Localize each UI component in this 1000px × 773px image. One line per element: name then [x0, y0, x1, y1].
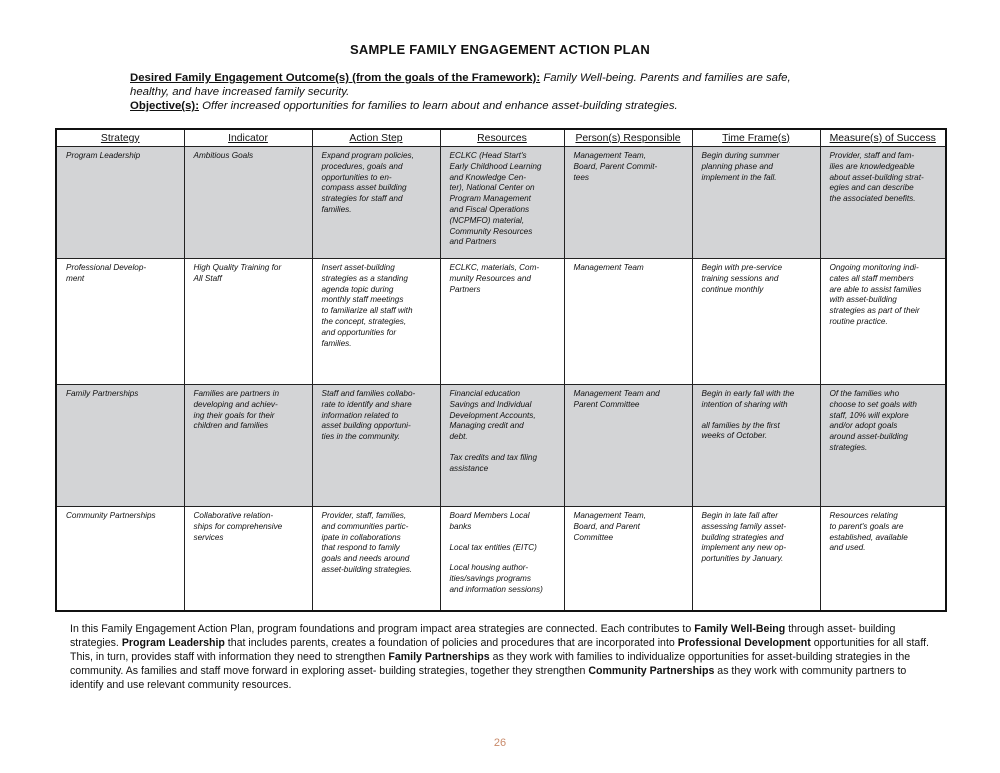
- cell-text-line: ilies are knowledgeable: [829, 161, 915, 171]
- table-cell: [184, 507, 312, 612]
- outcome-line-2: [130, 85, 890, 99]
- table-cell: [56, 259, 184, 385]
- table-cell: [56, 385, 184, 507]
- cell-text-line: training sessions and: [701, 273, 779, 283]
- cell-text-line: Families are partners in: [193, 389, 280, 398]
- cell-text-line: Begin during summer: [701, 151, 780, 160]
- cell-text-line: with asset-building: [829, 295, 897, 305]
- outcome-label: Desired Family Engagement Outcome(s) (from the goals of the Framework):: [130, 72, 541, 84]
- cell-text-line: Provider, staff and fam-: [829, 151, 915, 160]
- cell-text-line: Expand program policies,: [321, 151, 414, 160]
- page-number: 26: [493, 737, 507, 749]
- cell-text-line: monthly staff meetings: [321, 295, 404, 305]
- cell-text-line: ipate in collaborations: [321, 532, 401, 542]
- outcome-value-cont: healthy, and have increased family security.: [130, 86, 350, 98]
- table-cell: [564, 147, 692, 259]
- table-cell: [692, 147, 820, 259]
- cell-text-line: Committee: [573, 532, 614, 542]
- plan-intro: [130, 71, 890, 113]
- table-cell: [564, 507, 692, 612]
- cell-text-line: established, available: [829, 532, 908, 542]
- cell-text-line: opportunities to en-: [321, 172, 392, 182]
- cell-text-line: developing and achiev-: [193, 399, 278, 409]
- header-action-step: Action Step: [312, 129, 440, 147]
- cell-text-line: assessing family asset-: [701, 521, 787, 531]
- cell-text-line: High Quality Training for: [193, 263, 282, 272]
- header-indicator: Indicator: [184, 129, 312, 147]
- cell-text-line: Management Team: [573, 263, 644, 272]
- cell-text-line: and information sessions): [449, 584, 543, 594]
- cell-text-line: about asset-building strat-: [829, 172, 924, 182]
- cell-text-line: ing their goals for their: [193, 410, 275, 420]
- cell-text-line: Begin in late fall after: [701, 511, 778, 520]
- cell-text-line: Insert asset-building: [321, 263, 395, 272]
- cell-text-line: and opportunities for: [321, 327, 397, 337]
- header-measures-of-success: Measure(s) of Success: [820, 129, 946, 147]
- summary-text: through asset- building strategies.: [70, 623, 896, 649]
- header-time-frames: Time Frame(s): [692, 129, 820, 147]
- cell-text-line: rate to identify and share: [321, 399, 412, 409]
- summary-text: as they work with community partners to identify and use relevant community resources.: [70, 665, 907, 691]
- cell-text-line: Resources relating: [829, 511, 898, 520]
- cell-text-line: Managing credit and: [449, 421, 524, 431]
- cell-text-line: Board Members Local: [449, 511, 530, 520]
- table-cell: [820, 385, 946, 507]
- table-row: [56, 507, 946, 612]
- cell-text-line: weeks of October.: [701, 431, 768, 441]
- table-cell: [820, 259, 946, 385]
- table-row: [56, 259, 946, 385]
- cell-text-line: implement any new op-: [701, 543, 787, 553]
- cell-text-line: Collaborative relation-: [193, 511, 274, 520]
- header-persons-responsible: Person(s) Responsible: [564, 129, 692, 147]
- table-cell: [56, 147, 184, 259]
- summary-bold-term: Community Partnerships: [588, 665, 715, 677]
- cell-text-line: and Partners: [449, 237, 497, 247]
- summary-bold-term: Family Well-Being: [694, 623, 786, 635]
- cell-text-line: munity Resources and: [449, 273, 531, 283]
- table-cell: [312, 385, 440, 507]
- cell-text-line: Provider, staff, families,: [321, 511, 407, 520]
- cell-text-line: Local tax entities (EITC): [449, 542, 537, 552]
- cell-text-line: planning phase and: [701, 161, 773, 171]
- objective-label: Objective(s):: [130, 100, 199, 112]
- cell-text-line: Community Partnerships: [66, 511, 156, 520]
- table-cell: [564, 259, 692, 385]
- cell-text-line: building strategies and: [701, 532, 784, 542]
- summary-text: In this Family Engagement Action Plan, program foundations and program impact area strategies are connected. Each contributes to: [70, 623, 695, 635]
- table-cell: [440, 507, 564, 612]
- table-cell: [184, 147, 312, 259]
- cell-text-line: Management Team and: [573, 389, 660, 398]
- summary-text: opportunities for all staff. This, in turn, provides staff with information they need to strengthen: [70, 637, 929, 663]
- cell-text-line: Early Childhood Learning: [449, 161, 542, 171]
- cell-text-line: agenda topic during: [321, 284, 394, 294]
- cell-text-line: ities/savings programs: [449, 574, 531, 584]
- cell-text-line: ties in the community.: [321, 432, 401, 442]
- cell-text-line: ECLKC, materials, Com-: [449, 263, 540, 272]
- cell-text-line: Program Management: [449, 194, 531, 204]
- objective-line: [130, 99, 890, 113]
- cell-text-line: strategies as a standing: [321, 273, 408, 283]
- cell-text-line: all families by the first: [701, 420, 780, 430]
- cell-text-line: Begin in early fall with the: [701, 389, 795, 398]
- cell-text-line: strategies.: [829, 442, 868, 452]
- cell-text-line: Parent Committee: [573, 399, 640, 409]
- table-cell: [312, 147, 440, 259]
- cell-text-line: children and families: [193, 421, 269, 431]
- table-cell: [56, 507, 184, 612]
- table-cell: [820, 147, 946, 259]
- summary-bold-term: Program Leadership: [121, 637, 225, 649]
- table-cell: [564, 385, 692, 507]
- cell-text-line: staff, 10% will explore: [829, 410, 909, 420]
- summary-text: as they work with families to individualize opportunities for asset-building strategies in the community. As families and staff move forward in exploring asset- building strategies, together they strengthen: [70, 651, 911, 677]
- table-cell: [692, 385, 820, 507]
- cell-text-line: the associated benefits.: [829, 194, 916, 204]
- header-strategy: Strategy: [56, 129, 184, 147]
- outcome-value: Family Well-being. Parents and families are safe,: [543, 72, 791, 84]
- cell-text-line: choose to set goals with: [829, 399, 917, 409]
- table-header-row: [56, 129, 946, 147]
- page-title: SAMPLE FAMILY ENGAGEMENT ACTION PLAN: [350, 42, 650, 57]
- cell-text-line: services: [193, 532, 224, 542]
- cell-text-line: banks: [449, 521, 472, 531]
- cell-text-line: portunities by January.: [701, 554, 784, 564]
- cell-text-line: debt.: [449, 432, 468, 442]
- cell-text-line: Professional Develop-: [66, 263, 147, 272]
- cell-text-line: that respond to family: [321, 543, 400, 553]
- cell-text-line: Savings and Individual: [449, 399, 532, 409]
- cell-text-line: Begin with pre-service: [701, 263, 783, 272]
- cell-text-line: Tax credits and tax filing: [449, 452, 538, 462]
- cell-spacer: [450, 553, 557, 563]
- table-cell: [184, 385, 312, 507]
- cell-text-line: Board, and Parent: [573, 521, 640, 531]
- cell-text-line: ment: [66, 273, 85, 283]
- table-cell: [820, 507, 946, 612]
- cell-text-line: are able to assist families: [829, 284, 922, 294]
- summary-text: that includes parents, creates a foundation of policies and procedures that are incorporated into: [224, 637, 678, 649]
- cell-text-line: Ambitious Goals: [193, 151, 254, 160]
- cell-text-line: Family Partnerships: [66, 389, 139, 398]
- table-cell: [440, 259, 564, 385]
- cell-text-line: asset building opportuni-: [321, 421, 411, 431]
- cell-text-line: Financial education: [449, 389, 521, 398]
- table-cell: [692, 507, 820, 612]
- summary-bold-term: Family Partnerships: [388, 651, 490, 663]
- table-cell: [440, 147, 564, 259]
- cell-text-line: Staff and families collabo-: [321, 389, 416, 398]
- cell-text-line: procedures, goals and: [321, 161, 403, 171]
- cell-text-line: Management Team,: [573, 511, 647, 520]
- cell-text-line: egies and can describe: [829, 183, 914, 193]
- cell-text-line: cates all staff members: [829, 273, 914, 283]
- cell-text-line: and communities partic-: [321, 521, 409, 531]
- cell-text-line: strategies as part of their: [829, 306, 920, 316]
- cell-text-line: information related to: [321, 410, 399, 420]
- cell-text-line: compass asset building: [321, 183, 407, 193]
- cell-spacer: [702, 411, 813, 421]
- cell-text-line: tees: [573, 172, 589, 182]
- cell-text-line: and Knowledge Cen-: [449, 172, 526, 182]
- cell-text-line: families.: [321, 204, 352, 214]
- cell-text-line: and Fiscal Operations: [449, 204, 530, 214]
- cell-text-line: strategies for staff and: [321, 194, 403, 204]
- cell-text-line: All Staff: [193, 273, 222, 283]
- cell-text-line: Management Team,: [573, 151, 647, 160]
- table-row: [56, 385, 946, 507]
- header-resources: Resources: [440, 129, 564, 147]
- cell-text-line: (NCPMFO) material,: [449, 215, 525, 225]
- cell-spacer: [450, 443, 557, 453]
- cell-text-line: routine practice.: [829, 316, 888, 326]
- cell-text-line: continue monthly: [701, 284, 764, 294]
- cell-text-line: Program Leadership: [66, 151, 141, 160]
- cell-text-line: ships for comprehensive: [193, 521, 283, 531]
- cell-text-line: ECLKC (Head Start's: [449, 151, 527, 160]
- summary-bold-term: Professional Development: [677, 637, 811, 649]
- cell-text-line: and/or adopt goals: [829, 421, 898, 431]
- table-body: [56, 147, 946, 612]
- cell-text-line: the concept, strategies,: [321, 316, 407, 326]
- cell-text-line: implement in the fall.: [701, 172, 777, 182]
- cell-text-line: Board, Parent Commit-: [573, 161, 658, 171]
- cell-text-line: and used.: [829, 543, 866, 553]
- cell-text-line: asset-building strategies.: [321, 564, 413, 574]
- table-cell: [440, 385, 564, 507]
- summary-paragraph: [70, 622, 930, 692]
- cell-text-line: intention of sharing with: [701, 399, 788, 409]
- cell-text-line: Partners: [449, 284, 481, 294]
- cell-text-line: assistance: [449, 463, 489, 473]
- table-cell: [312, 507, 440, 612]
- cell-text-line: to familiarize all staff with: [321, 306, 413, 316]
- cell-text-line: around asset-building: [829, 432, 908, 442]
- table-row: [56, 147, 946, 259]
- table-cell: [692, 259, 820, 385]
- cell-text-line: Of the families who: [829, 389, 900, 398]
- action-plan-table: [55, 128, 947, 612]
- cell-text-line: to parent's goals are: [829, 521, 904, 531]
- cell-text-line: Ongoing monitoring indi-: [829, 263, 919, 272]
- table-cell: [184, 259, 312, 385]
- table-cell: [312, 259, 440, 385]
- cell-text-line: goals and needs around: [321, 554, 410, 564]
- cell-text-line: Community Resources: [449, 226, 533, 236]
- objective-value: Offer increased opportunities for families to learn about and enhance asset-building strategies.: [202, 100, 678, 112]
- cell-spacer: [450, 533, 557, 543]
- outcome-line: [130, 71, 890, 85]
- cell-text-line: ter), National Center on: [449, 183, 535, 193]
- cell-text-line: Development Accounts,: [449, 410, 536, 420]
- cell-text-line: families.: [321, 338, 352, 348]
- cell-text-line: Local housing author-: [449, 563, 529, 573]
